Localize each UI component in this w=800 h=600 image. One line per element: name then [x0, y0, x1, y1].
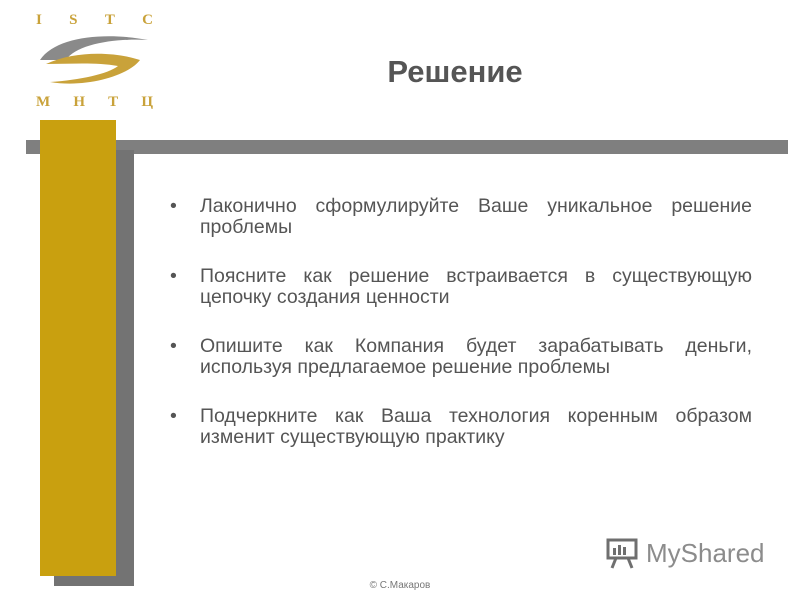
logo-letter: Ц [141, 94, 154, 110]
logo-letter: Т [108, 94, 120, 110]
myshared-watermark [606, 536, 765, 570]
presentation-board-icon [606, 536, 640, 570]
footer-copyright: © С.Макаров [369, 580, 431, 591]
bullet-item: • Подчеркните как Ваша технология коренным образом изменит существующую практику [170, 406, 752, 448]
logo-letter: S [69, 12, 79, 28]
bullet-item: • Лаконично сформулируйте Ваше уникальное решение проблемы [170, 196, 752, 238]
istc-logo [22, 8, 162, 113]
logo-letter: I [36, 12, 43, 28]
horizontal-divider-bar [26, 140, 788, 154]
bullet-list [170, 196, 752, 476]
logo-letter: Н [73, 94, 86, 110]
vertical-gold-bar [40, 120, 116, 576]
logo-letter: T [104, 12, 116, 28]
logo-bottom-letters [36, 94, 154, 111]
logo-top-letters [36, 12, 154, 29]
watermark-text: MyShared [646, 537, 765, 568]
logo-letter: C [142, 12, 154, 28]
slide-title: Решение [387, 54, 523, 89]
bullet-item: • Опишите как Компания будет зарабатывать деньги, используя предлагаемое решение проблемы [170, 336, 752, 378]
bullet-item: • Поясните как решение встраивается в существующую цепочку создания ценности [170, 266, 752, 308]
istc-swoosh-logo-icon [36, 30, 156, 92]
logo-letter: М [36, 94, 52, 110]
